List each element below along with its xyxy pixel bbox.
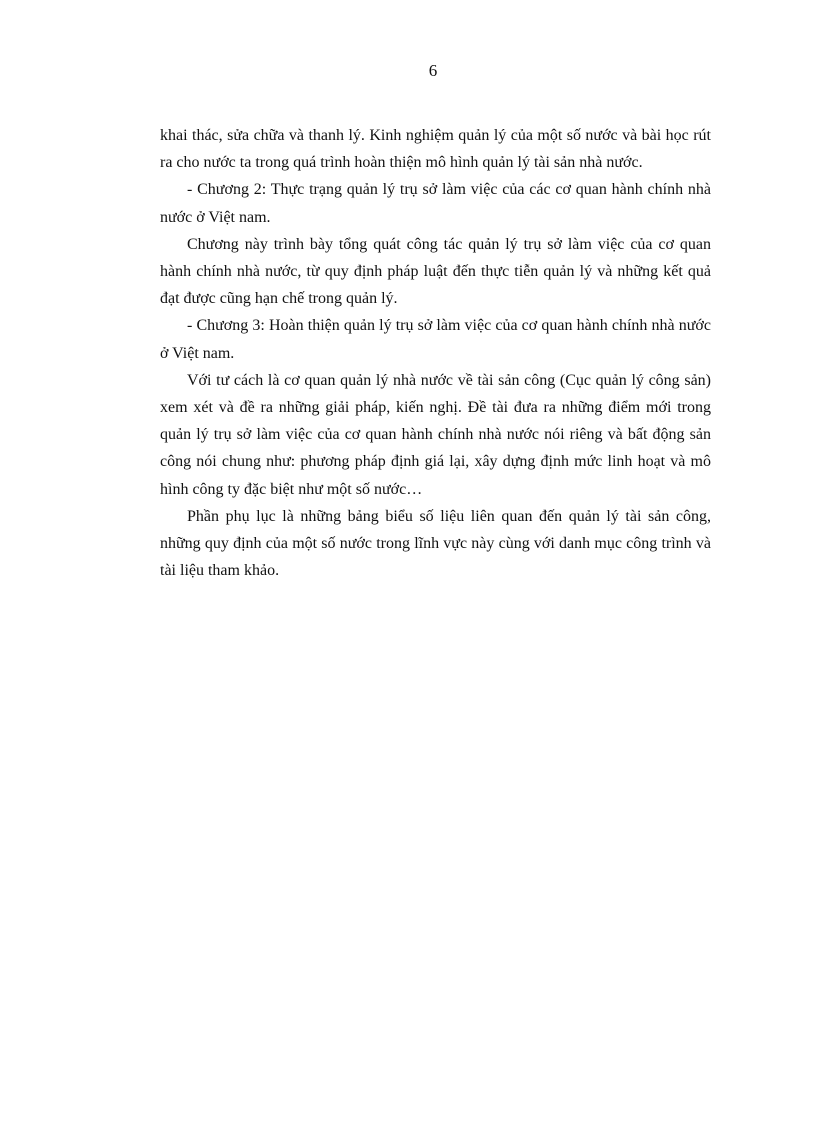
paragraph-appendix-summary: Phần phụ lục là những bảng biểu số liệu liên quan đến quản lý tài sản công, những quy định của một số nước trong lĩnh vực này cùng với danh mục công trình và tài liệu tham khảo. <box>160 507 711 580</box>
paragraph-chapter-2-summary: Chương này trình bày tổng quát công tác quản lý trụ sở làm việc của cơ quan hành chính nhà nước, từ quy định pháp luật đến thực tiễn quản lý và những kết quả đạt được cũng hạn chế trong quản lý. <box>160 235 711 308</box>
paragraph-chapter-3-summary: Với tư cách là cơ quan quản lý nhà nước về tài sản công (Cục quản lý công sản) xem xét và đề ra những giải pháp, kiến nghị. Đề tài đưa ra những điểm mới trong quản lý trụ sở làm việc của cơ quan hành chính nhà nước nói riêng và bất động sản công nói chung như: phương pháp định giá lại, xây dựng định mức linh hoạt và mô hình công ty đặc biệt như một số nước… <box>160 371 711 498</box>
body-text <box>160 122 711 584</box>
paragraph-chapter-2-heading: - Chương 2: Thực trạng quản lý trụ sở làm việc của các cơ quan hành chính nhà nước ở Việt nam. <box>160 181 711 226</box>
paragraph-chapter-3-heading: - Chương 3: Hoàn thiện quản lý trụ sở làm việc của cơ quan hành chính nhà nước ở Việt nam. <box>160 317 711 362</box>
paragraph-continuation: khai thác, sửa chữa và thanh lý. Kinh nghiệm quản lý của một số nước và bài học rút ra cho nước ta trong quá trình hoàn thiện mô hình quản lý tài sản nhà nước. <box>160 127 711 172</box>
page-number: 6 <box>428 61 438 80</box>
